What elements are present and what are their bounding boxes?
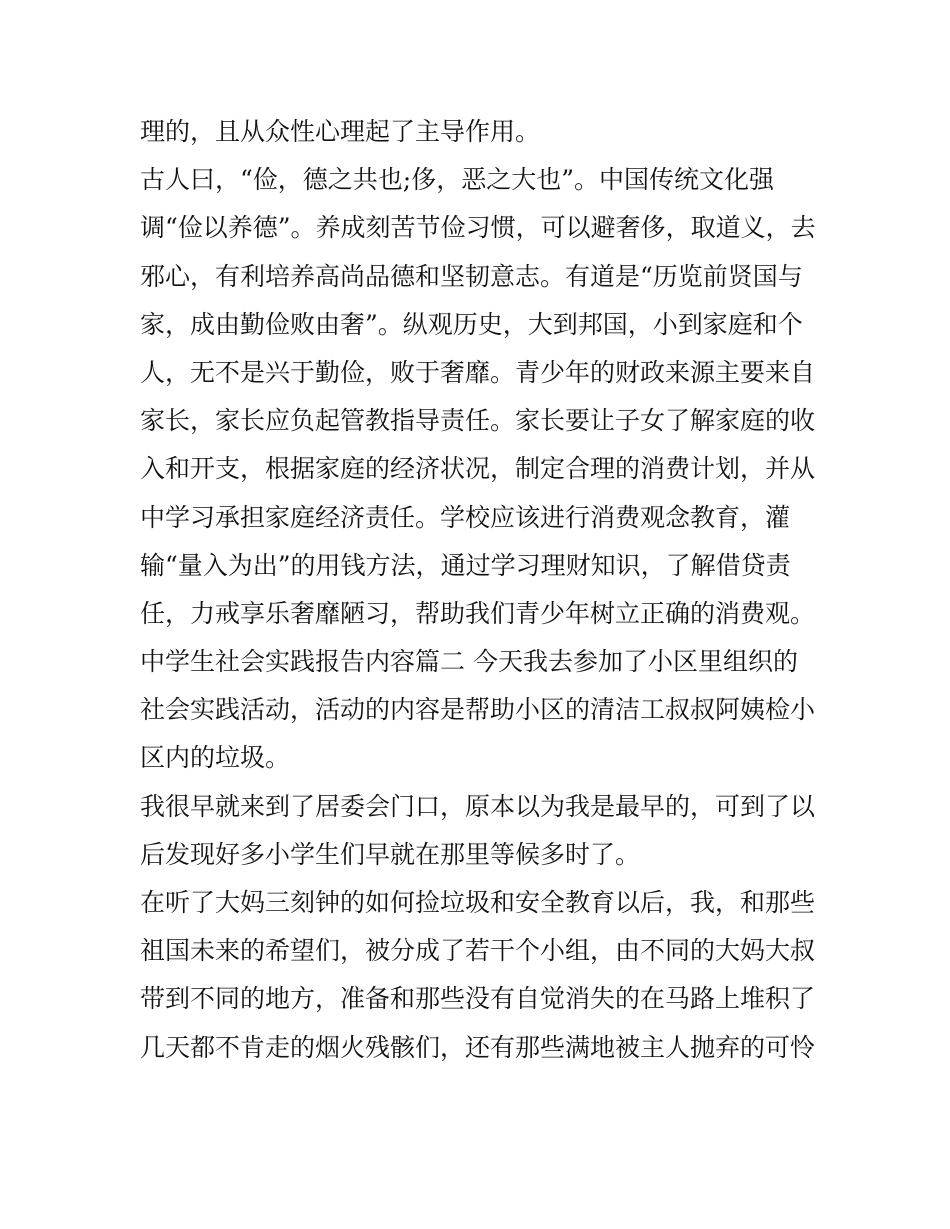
text-line: 祖国未来的希望们，被分成了若干个小组，由不同的大妈大叔 xyxy=(140,936,816,966)
text-line: 邪心，有利培养高尚品德和坚韧意志。有道是“历览前贤国与 xyxy=(140,261,803,291)
text-line: 入和开支，根据家庭的经济状况，制定合理的消费计划，并从 xyxy=(140,454,816,484)
text-line: 区内的垃圾。 xyxy=(140,743,291,773)
text-line: 输“量入为出”的用钱方法，通过学习理财知识，了解借贷责 xyxy=(140,550,791,580)
text-line: 社会实践活动，活动的内容是帮助小区的清洁工叔叔阿姨检小 xyxy=(140,695,816,725)
text-line: 带到不同的地方，准备和那些没有自觉消失的在马路上堆积了 xyxy=(140,984,816,1014)
text-line: 家，成由勤俭败由奢”。纵观历史，大到邦国，小到家庭和个 xyxy=(140,309,803,339)
text-line: 中学习承担家庭经济责任。学校应该进行消费观念教育，灌 xyxy=(140,502,791,532)
text-line: 中学生社会实践报告内容篇二 今天我去参加了小区里组织的 xyxy=(140,647,798,677)
text-line: 调“俭以养德”。养成刻苦节俭习惯，可以避奢侈，取道义，去 xyxy=(140,213,816,243)
text-line: 任，力戒享乐奢靡陋习，帮助我们青少年树立正确的消费观。 xyxy=(140,598,816,628)
text-line: 家长，家长应负起管教指导责任。家长要让子女了解家庭的收 xyxy=(140,406,816,436)
text-line: 古人曰，“俭，德之共也;侈，恶之大也”。中国传统文化强 xyxy=(140,165,774,195)
text-line: 后发现好多小学生们早就在那里等候多时了。 xyxy=(140,839,641,869)
text-line: 在听了大妈三刻钟的如何捡垃圾和安全教育以后，我，和那些 xyxy=(140,888,816,917)
text-line: 几天都不肯走的烟火残骸们，还有那些满地被主人抛弃的可怜 xyxy=(140,1032,816,1062)
text-line: 理的，且从众性心理起了主导作用。 xyxy=(140,117,541,146)
body-text xyxy=(140,108,820,1072)
text-line: 人，无不是兴于勤俭，败于奢靡。青少年的财政来源主要来自 xyxy=(140,357,816,387)
text-line: 我很早就来到了居委会门口，原本以为我是最早的，可到了以 xyxy=(140,791,816,821)
